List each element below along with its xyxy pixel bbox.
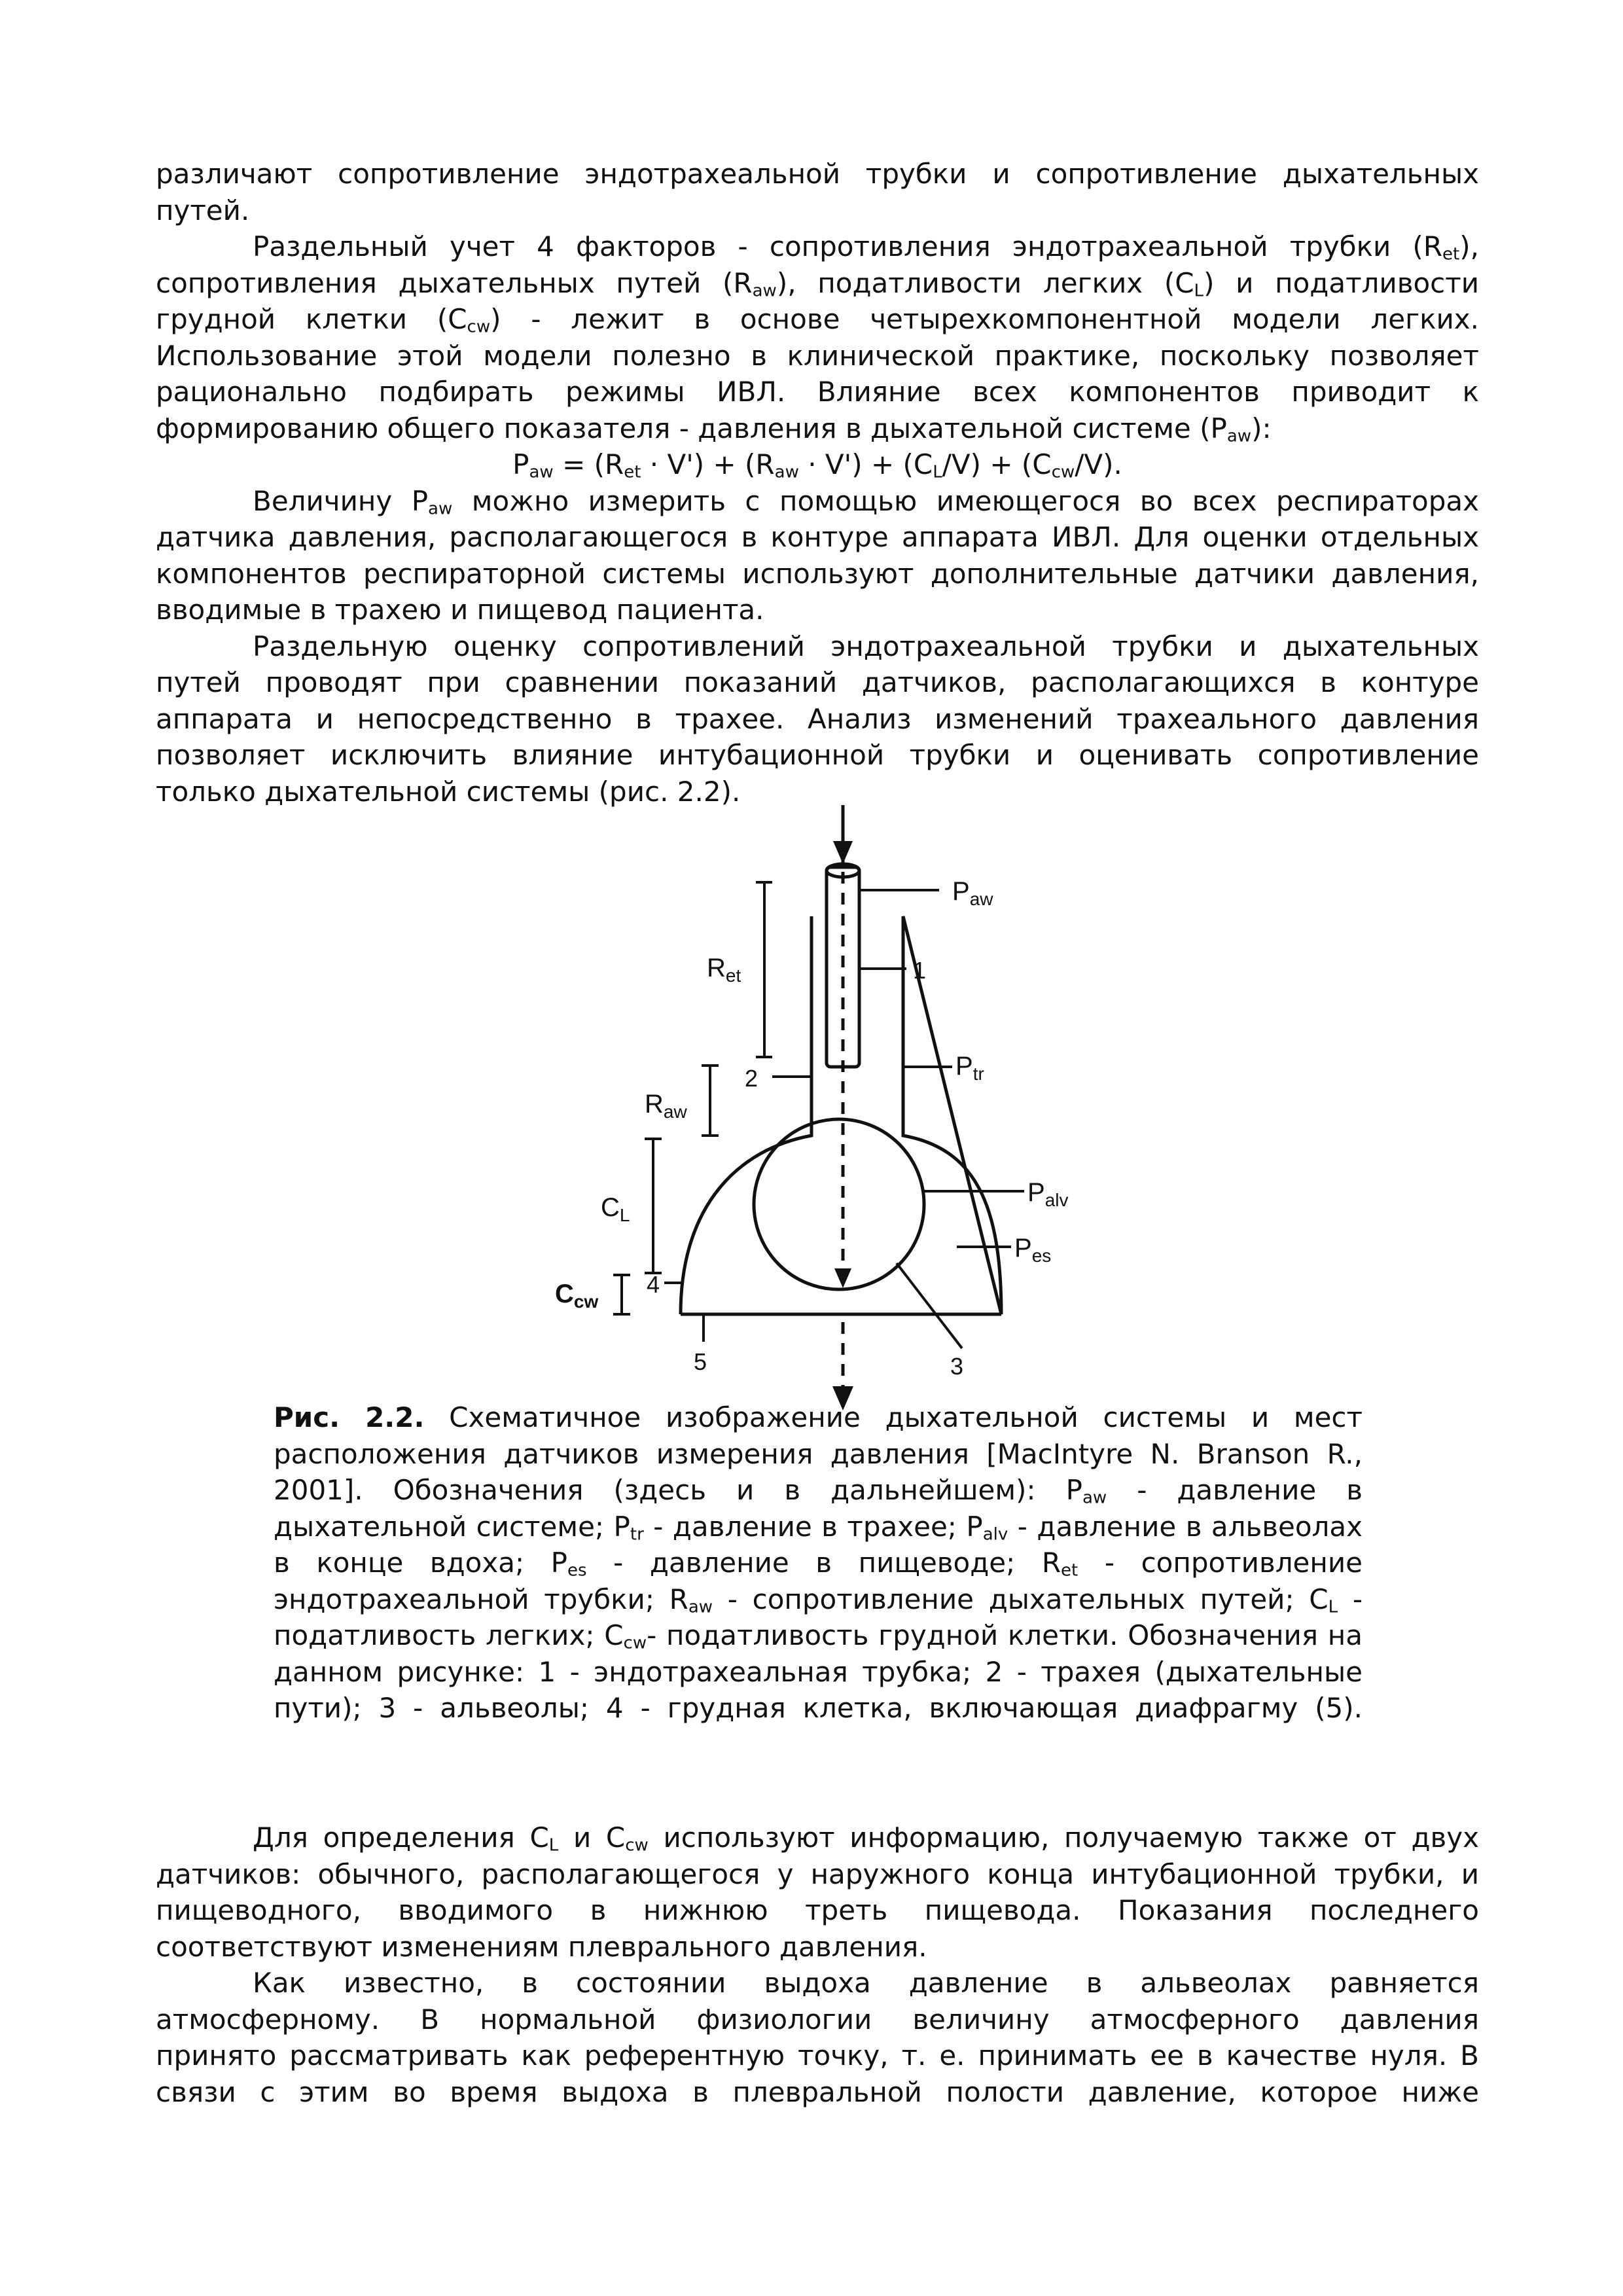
paragraph-5-line-2: датчиков: обычного, располагающегося у наружного конца интубационной трубки, и bbox=[156, 1857, 1479, 1890]
lower-text bbox=[156, 1820, 1479, 2110]
label-raw: $R_{aw}$ bbox=[645, 1090, 687, 1122]
paragraph-6-line-1: Как известно, в состоянии выдоха давление в альвеолах равняется bbox=[253, 1967, 1479, 1999]
label-ret: $R_{et}$ bbox=[707, 954, 741, 986]
paragraph-3-line-2: датчика давления, располагающегося в контуре аппарата ИВЛ. Для оценки отдельных bbox=[156, 521, 1479, 553]
paragraph-4-line-2: путей проводят при сравнении показаний датчиков, располагающихся в контуре bbox=[156, 666, 1479, 698]
paragraph-2-line-3: грудной клетки $(C_{cw})$ - лежит в основе четырехкомпонентной модели легких. bbox=[156, 303, 1480, 337]
paragraph-4-line-1: Раздельную оценку сопротивлений эндотрахеальной трубки и дыхательных bbox=[253, 630, 1479, 662]
paragraph-2-line-1: Раздельный учет 4 факторов - сопротивления эндотрахеальной трубки $(R_{et})$, bbox=[253, 230, 1479, 264]
paragraph-4-line-4: позволяет исключить влияние интубационной трубки и оценивать сопротивление bbox=[156, 739, 1479, 771]
paragraph-1-line-1: различают сопротивление эндотрахеальной трубки и сопротивление дыхательных путей. bbox=[156, 158, 1479, 226]
paragraph-5-line-3: пищеводного, вводимого в нижнюю треть пищевода. Показания последнего bbox=[156, 1894, 1479, 1926]
label-3: 3 bbox=[950, 1353, 964, 1380]
label-2: 2 bbox=[745, 1065, 758, 1092]
paragraph-4-line-5: только дыхательной системы (рис. 2.2). bbox=[156, 775, 741, 808]
caption-text: Рис. 2.2. Схематичное изображение дыхательной системы и мест расположения датчиков измерения давления [MacIntyre N. Branson R., 2001]. Обозначения (здесь и в дальнейшем): $P_{aw}$ - давление в дыхательной системе; $P_{tr}$ - давление в трахее; $P_{alv}$ - давление в альвеолах в конце вдоха; $P_{es}$ - давление в пищеводе; $R_{et}$ - сопротивление эндотрахеальной трубки; $R_{aw}$ - сопротивление дыхательных путей; $C_L$ - податливость легких; $C_{cw}-$ податливость грудной клетки. Обозначения на данном рисунке: 1 - эндотрахеальная трубка; 2 - трахея (дыхательные пути); 3 - альвеолы; 4 - грудная клетка, включающая диафрагму (5). bbox=[274, 1401, 1363, 1724]
paragraph-6-line-2: атмосферному. В нормальной физиологии величину атмосферного давления bbox=[156, 2003, 1479, 2036]
inner-arrow bbox=[834, 1268, 851, 1288]
paragraph-3-line-1: Величину $P_{aw}$ можно измерить с помощью имеющегося во всех респираторах bbox=[253, 484, 1479, 519]
label-palv: $P_{alv}$ bbox=[1027, 1178, 1069, 1210]
paragraph-6-line-3: принято рассматривать как референтную точку, т. е. принимать ее в качестве нуля. В bbox=[156, 2039, 1479, 2072]
label-ptr: $P_{tr}$ bbox=[955, 1052, 984, 1084]
paragraph-3-line-4: вводимые в трахею и пищевод пациента. bbox=[156, 594, 764, 626]
paragraph-5-line-4: соответствуют изменениям плеврального давления. bbox=[156, 1930, 927, 1963]
formula-paw: $P_{aw} = (R_{et} \cdot V') + (R_{aw} \cdot V') + (C_L/V) + (C_{cw}/V)$. bbox=[512, 448, 1122, 482]
label-1: 1 bbox=[913, 957, 927, 984]
paragraph-5-line-1: Для определения $C_L$ и $C_{cw}$ используют информацию, получаемую также от двух bbox=[253, 1821, 1479, 1856]
label-cl: $C_L$ bbox=[601, 1193, 630, 1225]
paragraph-2-line-4: Использование этой модели полезно в клинической практике, поскольку позволяет bbox=[156, 339, 1479, 372]
label-5: 5 bbox=[694, 1348, 707, 1375]
paragraph-6-line-4: связи с этим во время выдоха в плевральной полости давление, которое ниже bbox=[156, 2075, 1479, 2108]
paragraph-4-line-3: аппарата и непосредственно в трахее. Анализ изменений трахеального давления bbox=[156, 702, 1479, 735]
paragraph-2-line-5: рационально подбирать режимы ИВЛ. Влияние всех компонентов приводит к bbox=[156, 376, 1479, 408]
paragraph-3-line-3: компонентов респираторной системы используют дополнительные датчики давления, bbox=[156, 557, 1479, 590]
paragraph-2-line-2: сопротивления дыхательных путей $(R_{aw})$, податливости легких $(C_L)$ и податливости bbox=[156, 266, 1479, 301]
label-pes: $P_{es}$ bbox=[1014, 1234, 1052, 1266]
inflow-arrow bbox=[833, 841, 853, 864]
label-paw: $P_{aw}$ bbox=[952, 877, 993, 909]
paragraph-2-line-6: формированию общего показателя - давления в дыхательной системе $(P_{aw})$: bbox=[156, 412, 1272, 446]
label-4: 4 bbox=[647, 1271, 660, 1298]
label-ccw: $C_{cw}$ bbox=[555, 1280, 599, 1312]
figure-caption bbox=[274, 1399, 1363, 1727]
caption-label: Рис. 2.2. bbox=[274, 1401, 425, 1433]
leader-3 bbox=[897, 1263, 962, 1348]
